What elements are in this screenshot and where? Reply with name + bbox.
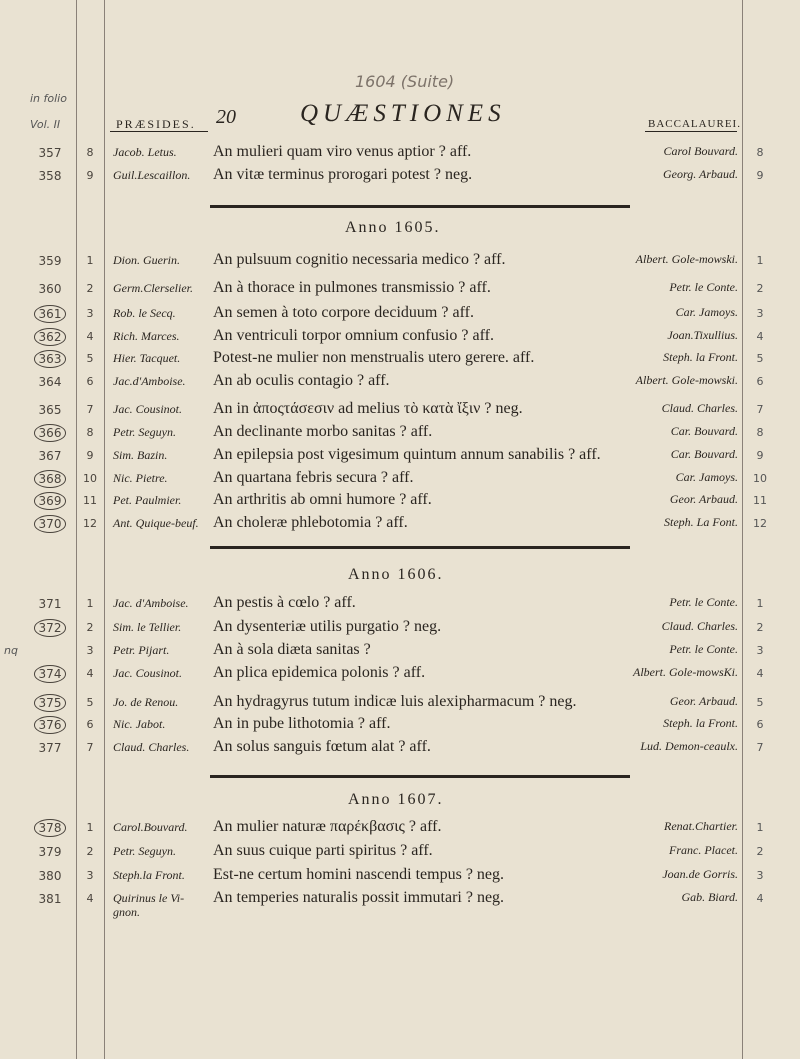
entry-ordinal: 6 xyxy=(86,718,94,731)
entry-ordinal: 1 xyxy=(86,597,94,610)
entry-ordinal: 2 xyxy=(86,282,94,295)
entry-number xyxy=(28,375,72,389)
question-text: Potest-ne mulier non menstrualis utero gerere. aff. xyxy=(213,349,535,366)
entry-number-text: 375 xyxy=(34,694,67,712)
question-text: An quartana febris secura ? aff. xyxy=(213,469,414,486)
table-row xyxy=(0,469,800,493)
question-text: An suus cuique parti spiritus ? aff. xyxy=(213,842,433,859)
entry-ordinal: 6 xyxy=(86,375,94,388)
entry-number xyxy=(28,741,72,755)
baccalaureus-name: Gab. Biard. xyxy=(681,890,738,904)
entry-number-text: 372 xyxy=(34,619,67,637)
section-year: Anno 1607. xyxy=(348,791,444,808)
baccalaureus-name: Car. Bouvard. xyxy=(670,447,738,461)
margin-ordinal: 5 xyxy=(756,352,764,365)
entry-number xyxy=(28,307,72,321)
entry-ordinal: 2 xyxy=(86,845,94,858)
praeses-name: Steph.la Front. xyxy=(113,868,185,882)
entry-number xyxy=(28,426,72,440)
question-text: An hydragyrus tutum indicæ luis alexipharmacum ? neg. xyxy=(213,693,577,710)
question-text: An epilepsia post vigesimum quintum annum sanabilis ? aff. xyxy=(213,446,601,463)
praeses-name: Petr. Pijart. xyxy=(113,643,170,657)
table-row xyxy=(0,514,800,538)
praeses-name: Jac.d'Amboise. xyxy=(113,374,186,388)
table-row xyxy=(0,866,800,890)
entry-number xyxy=(28,845,72,859)
praeses-name: Jac. Cousinot. xyxy=(113,402,182,416)
section-year: Anno 1605. xyxy=(345,219,441,236)
table-row xyxy=(0,618,800,642)
table-row xyxy=(0,446,800,470)
question-text: An arthritis ab omni humore ? aff. xyxy=(213,491,432,508)
question-text: An choleræ phlebotomia ? aff. xyxy=(213,514,408,531)
baccalaureus-name: Geor. Arbaud. xyxy=(669,492,738,506)
margin-ordinal: 1 xyxy=(756,254,764,267)
praeses-name: Petr. Seguyn. xyxy=(113,425,176,439)
section-year: Anno 1606. xyxy=(348,566,444,583)
question-text: Est-ne certum homini nascendi tempus ? neg. xyxy=(213,866,505,883)
entry-number-text: 366 xyxy=(34,424,67,442)
entry-number xyxy=(28,352,72,366)
entry-number xyxy=(28,403,72,417)
question-text: An à sola diæta sanitas ? xyxy=(213,641,371,658)
praeses-name: Carol.Bouvard. xyxy=(113,820,188,834)
praeses-name: Rich. Marces. xyxy=(113,329,180,343)
baccalaureus-name: Carol Bouvard. xyxy=(663,144,738,158)
entry-ordinal: 5 xyxy=(86,352,94,365)
baccalaurei-heading: BACCALAUREI. xyxy=(648,118,741,130)
entry-number-text: 379 xyxy=(38,845,62,859)
entry-number xyxy=(28,254,72,268)
entry-number-text: 377 xyxy=(38,741,62,755)
entry-number xyxy=(28,821,72,835)
baccalaureus-name: Albert. Gole-mowsKi. xyxy=(633,665,738,679)
entry-number xyxy=(28,330,72,344)
header-rule-left xyxy=(110,131,208,132)
entry-ordinal: 4 xyxy=(86,892,94,905)
margin-ordinal: 4 xyxy=(756,330,764,343)
entry-ordinal: 11 xyxy=(83,494,97,507)
entry-number xyxy=(28,869,72,883)
table-row xyxy=(0,693,800,717)
margin-ordinal: 12 xyxy=(753,517,767,530)
table-row xyxy=(0,327,800,351)
margin-ordinal: 6 xyxy=(756,375,764,388)
baccalaureus-name: Petr. le Conte. xyxy=(669,642,738,656)
entry-ordinal: 2 xyxy=(86,621,94,634)
baccalaureus-name: Car. Jamoys. xyxy=(675,305,738,319)
baccalaureus-name: Georg. Arbaud. xyxy=(663,167,738,181)
margin-ordinal: 3 xyxy=(756,644,764,657)
table-row xyxy=(0,304,800,328)
section-rule xyxy=(210,775,630,778)
entry-number-text: 371 xyxy=(38,597,62,611)
entry-number-text: 378 xyxy=(34,819,67,837)
table-row xyxy=(0,279,800,303)
entry-ordinal: 4 xyxy=(86,330,94,343)
entry-number-text: 380 xyxy=(38,869,62,883)
baccalaureus-name: Steph. la Front. xyxy=(663,350,738,364)
praeses-name: Dion. Guerin. xyxy=(113,253,180,267)
baccalaureus-name: Albert. Gole-mowski. xyxy=(635,373,738,387)
entry-number-text: 370 xyxy=(34,515,67,533)
entry-number-text: 359 xyxy=(38,254,62,268)
margin-ordinal: 1 xyxy=(756,821,764,834)
baccalaureus-name: Petr. le Conte. xyxy=(669,595,738,609)
entry-number-text: 374 xyxy=(34,665,67,683)
margin-ordinal: 8 xyxy=(756,146,764,159)
baccalaureus-name: Albert. Gole-mowski. xyxy=(635,252,738,266)
table-row xyxy=(0,889,800,919)
question-text: An temperies naturalis possit immutari ? neg. xyxy=(213,889,505,906)
table-row xyxy=(0,594,800,618)
entry-ordinal: 3 xyxy=(86,644,94,657)
table-row xyxy=(0,664,800,688)
entry-ordinal: 7 xyxy=(86,403,94,416)
entry-number xyxy=(28,472,72,486)
margin-ordinal: 11 xyxy=(753,494,767,507)
baccalaureus-name: Claud. Charles. xyxy=(661,619,738,633)
margin-ordinal: 1 xyxy=(756,597,764,610)
baccalaureus-name: Steph. La Font. xyxy=(664,515,738,529)
margin-ordinal: 8 xyxy=(756,426,764,439)
entry-number-text: 358 xyxy=(38,169,62,183)
entry-number-text: 360 xyxy=(38,282,62,296)
praeses-name: Rob. le Secq. xyxy=(113,306,176,320)
entry-number xyxy=(28,449,72,463)
baccalaureus-name: Geor. Arbaud. xyxy=(669,694,738,708)
question-text: An vitæ terminus prorogari potest ? neg. xyxy=(213,166,473,183)
entry-number-text: 367 xyxy=(38,449,62,463)
question-text: An in pube lithotomia ? aff. xyxy=(213,715,391,732)
praeses-name: Jac. Cousinot. xyxy=(113,666,182,680)
praeses-name: Sim. Bazin. xyxy=(113,448,168,462)
margin-note-format: in folio xyxy=(30,92,67,105)
question-text: An pulsuum cognitio necessaria medico ? aff. xyxy=(213,251,506,268)
entry-number-text: 363 xyxy=(34,350,67,368)
entry-ordinal: 9 xyxy=(86,449,94,462)
question-text: An pestis à cœlo ? aff. xyxy=(213,594,356,611)
table-row xyxy=(0,715,800,739)
entry-number-text: 362 xyxy=(34,328,67,346)
section-rule xyxy=(210,205,630,208)
question-text: An dysenteriæ utilis purgatio ? neg. xyxy=(213,618,442,635)
praeses-name: Pet. Paulmier. xyxy=(113,493,182,507)
praeses-name: Jo. de Renou. xyxy=(113,695,179,709)
margin-ordinal: 2 xyxy=(756,845,764,858)
margin-note-volume: Vol. II xyxy=(30,118,61,131)
table-row xyxy=(0,842,800,866)
margin-ordinal: 9 xyxy=(756,449,764,462)
margin-ordinal: 7 xyxy=(756,741,764,754)
entry-ordinal: 3 xyxy=(86,869,94,882)
entry-ordinal: 10 xyxy=(83,472,97,485)
margin-ordinal: 2 xyxy=(756,621,764,634)
page-title: QUÆSTIONES xyxy=(300,100,506,127)
margin-ordinal: 3 xyxy=(756,307,764,320)
praeses-name: Quirinus le Vi-gnon. xyxy=(113,891,185,919)
entry-number-text: 381 xyxy=(38,892,62,906)
baccalaureus-name: Steph. la Front. xyxy=(663,716,738,730)
header-rule-right xyxy=(645,131,737,132)
question-text: An declinante morbo sanitas ? aff. xyxy=(213,423,433,440)
entry-number-text: 365 xyxy=(38,403,62,417)
baccalaureus-name: Lud. Demon-ceaulx. xyxy=(640,739,738,753)
table-row xyxy=(0,166,800,190)
entry-ordinal: 8 xyxy=(86,146,94,159)
entry-number-text: 364 xyxy=(38,375,62,389)
praeses-name: Claud. Charles. xyxy=(113,740,190,754)
entry-number xyxy=(28,282,72,296)
margin-ordinal: 3 xyxy=(756,869,764,882)
entry-number-text: 376 xyxy=(34,716,67,734)
margin-ordinal: 9 xyxy=(756,169,764,182)
question-text: An mulier naturæ παρέκβασις ? aff. xyxy=(213,818,442,835)
entry-ordinal: 3 xyxy=(86,307,94,320)
entry-number xyxy=(28,892,72,906)
praeses-name: Jac. d'Amboise. xyxy=(113,596,189,610)
entry-ordinal: 9 xyxy=(86,169,94,182)
table-row xyxy=(0,251,800,275)
table-row xyxy=(0,400,800,424)
praeses-name: Nic. Pietre. xyxy=(113,471,168,485)
baccalaureus-name: Claud. Charles. xyxy=(661,401,738,415)
margin-note-side: nq xyxy=(4,644,18,657)
page-number: 20 xyxy=(216,106,236,128)
entry-number xyxy=(28,667,72,681)
question-text: An ventriculi torpor omnium confusio ? aff. xyxy=(213,327,494,344)
entry-number-text: 357 xyxy=(38,146,62,160)
baccalaureus-name: Car. Jamoys. xyxy=(675,470,738,484)
table-row xyxy=(0,641,800,665)
table-row xyxy=(0,818,800,842)
margin-ordinal: 7 xyxy=(756,403,764,416)
baccalaureus-name: Joan.Tixullius. xyxy=(667,328,738,342)
question-text: An plica epidemica polonis ? aff. xyxy=(213,664,426,681)
entry-number xyxy=(28,718,72,732)
entry-number-text: 361 xyxy=(34,305,67,323)
praeses-name: Nic. Jabot. xyxy=(113,717,166,731)
table-row xyxy=(0,423,800,447)
entry-ordinal: 5 xyxy=(86,696,94,709)
margin-ordinal: 4 xyxy=(756,667,764,680)
praeses-name: Jacob. Letus. xyxy=(113,145,177,159)
praesides-heading: PRÆSIDES. xyxy=(116,117,196,131)
entry-ordinal: 7 xyxy=(86,741,94,754)
margin-ordinal: 2 xyxy=(756,282,764,295)
praeses-name: Sim. le Tellier. xyxy=(113,620,182,634)
margin-ordinal: 4 xyxy=(756,892,764,905)
entry-number xyxy=(28,621,72,635)
table-row xyxy=(0,491,800,515)
table-row xyxy=(0,349,800,373)
baccalaureus-name: Renat.Chartier. xyxy=(664,819,738,833)
entry-number xyxy=(28,597,72,611)
question-text: An semen à toto corpore deciduum ? aff. xyxy=(213,304,474,321)
section-rule xyxy=(210,546,630,549)
praeses-name: Petr. Seguyn. xyxy=(113,844,176,858)
praeses-name: Guil.Lescaillon. xyxy=(113,168,191,182)
question-text: An in ἀποςτάσεσιν ad melius τὸ κατὰ ἴξιν ? neg. xyxy=(213,400,523,417)
question-text: An à thorace in pulmones transmissio ? aff. xyxy=(213,279,491,296)
baccalaureus-name: Petr. le Conte. xyxy=(669,280,738,294)
question-text: An mulieri quam viro venus aptior ? aff. xyxy=(213,143,472,160)
entry-ordinal: 1 xyxy=(86,821,94,834)
entry-number xyxy=(28,494,72,508)
question-text: An solus sanguis fœtum alat ? aff. xyxy=(213,738,431,755)
entry-ordinal: 4 xyxy=(86,667,94,680)
entry-number xyxy=(28,169,72,183)
entry-number-text: 369 xyxy=(34,492,67,510)
entry-number xyxy=(28,146,72,160)
entry-ordinal: 12 xyxy=(83,517,97,530)
question-text: An ab oculis contagio ? aff. xyxy=(213,372,390,389)
praeses-name: Germ.Clerselier. xyxy=(113,281,193,295)
praeses-name: Ant. Quique-beuf. xyxy=(113,516,199,530)
entry-number xyxy=(28,696,72,710)
table-row xyxy=(0,372,800,396)
margin-ordinal: 6 xyxy=(756,718,764,731)
margin-ordinal: 10 xyxy=(753,472,767,485)
table-row xyxy=(0,143,800,167)
entry-ordinal: 1 xyxy=(86,254,94,267)
entry-ordinal: 8 xyxy=(86,426,94,439)
baccalaureus-name: Joan.de Gorris. xyxy=(662,867,738,881)
baccalaureus-name: Car. Bouvard. xyxy=(670,424,738,438)
table-row xyxy=(0,738,800,762)
praeses-name: Hier. Tacquet. xyxy=(113,351,181,365)
margin-ordinal: 5 xyxy=(756,696,764,709)
entry-number xyxy=(28,517,72,531)
baccalaureus-name: Franc. Placet. xyxy=(669,843,738,857)
entry-number-text: 368 xyxy=(34,470,67,488)
handwritten-annotation: 1604 (Suite) xyxy=(355,72,455,91)
